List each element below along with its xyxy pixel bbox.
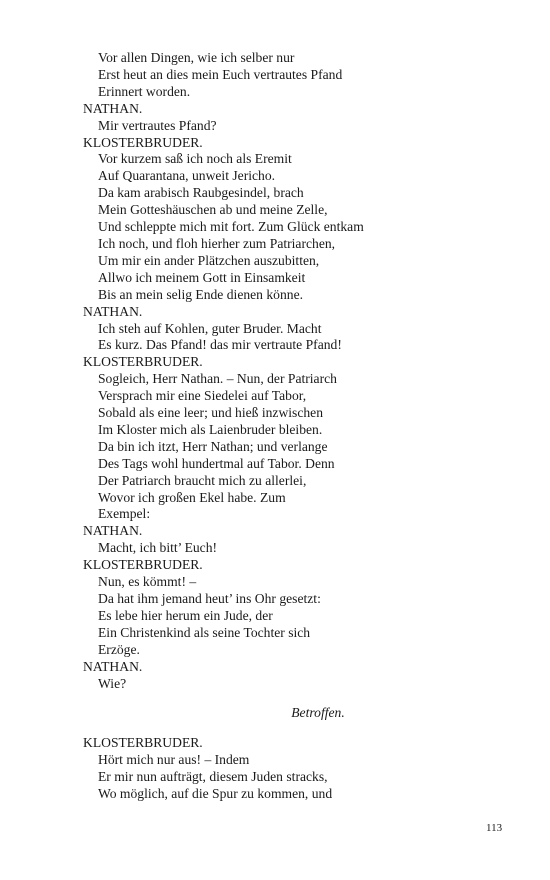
verse-line: Hört mich nur aus! – Indem bbox=[98, 752, 250, 768]
verse-line: Versprach mir eine Siedelei auf Tabor, bbox=[98, 388, 307, 404]
verse-line: Er mir nun aufträgt, diesem Juden stracks, bbox=[98, 769, 328, 785]
speaker-name: NATHAN. bbox=[83, 100, 143, 116]
verse-line: Vor allen Dingen, wie ich selber nur bbox=[98, 50, 295, 65]
verse-line: Bis an mein selig Ende dienen könne. bbox=[98, 286, 303, 302]
play-text bbox=[83, 50, 523, 803]
verse-line: Wovor ich großen Ekel habe. Zum bbox=[98, 489, 286, 505]
verse-line: Es kurz. Das Pfand! das mir vertraute Pfand! bbox=[98, 337, 342, 353]
verse-line: Ein Christenkind als seine Tochter sich bbox=[98, 624, 311, 640]
verse-line: Erinnert worden. bbox=[98, 83, 191, 99]
verse-line: Erzöge. bbox=[98, 641, 140, 657]
verse-line: Exempel: bbox=[98, 506, 151, 522]
verse-line: Allwo ich meinem Gott in Einsamkeit bbox=[98, 269, 306, 285]
verse-line: Es lebe hier herum ein Jude, der bbox=[98, 607, 273, 623]
verse-line: Um mir ein ander Plätzchen auszubitten, bbox=[98, 252, 320, 268]
speaker-name: NATHAN. bbox=[83, 658, 143, 674]
page-number: 113 bbox=[486, 822, 503, 834]
verse-line: Vor kurzem saß ich noch als Eremit bbox=[98, 151, 292, 167]
verse-line: Und schleppte mich mit fort. Zum Glück entkam bbox=[98, 219, 364, 235]
speaker-name: KLOSTERBRUDER. bbox=[83, 735, 203, 751]
verse-line: Ich steh auf Kohlen, guter Bruder. Macht bbox=[98, 320, 322, 336]
speaker-name: NATHAN. bbox=[83, 303, 143, 319]
verse-line: Des Tags wohl hundertmal auf Tabor. Denn bbox=[98, 455, 335, 471]
verse-line: Im Kloster mich als Laienbruder bleiben. bbox=[98, 421, 323, 437]
verse-line: Erst heut an dies mein Euch vertrautes Pfand bbox=[98, 66, 343, 82]
verse-line: Da bin ich itzt, Herr Nathan; und verlange bbox=[98, 438, 328, 454]
speaker-name: KLOSTERBRUDER. bbox=[83, 134, 203, 150]
verse-line: Auf Quarantana, unweit Jericho. bbox=[98, 168, 276, 184]
speaker-name: KLOSTERBRUDER. bbox=[83, 557, 203, 573]
verse-line: Der Patriarch braucht mich zu allerlei, bbox=[98, 472, 307, 488]
verse-line: Da kam arabisch Raubgesindel, brach bbox=[98, 185, 304, 201]
speaker-name: NATHAN. bbox=[83, 523, 143, 539]
verse-line: Macht, ich bitt’ Euch! bbox=[98, 540, 218, 556]
verse-line: Mir vertrautes Pfand? bbox=[98, 117, 217, 133]
verse-line: Wie? bbox=[98, 675, 127, 691]
verse-line: Nun, es kömmt! – bbox=[98, 574, 197, 590]
verse-line: Mein Gotteshäuschen ab und meine Zelle, bbox=[98, 202, 328, 218]
verse-line: Wo möglich, auf die Spur zu kommen, und bbox=[98, 786, 333, 802]
stage-direction: Betroffen. bbox=[291, 705, 345, 721]
verse-line: Sogleich, Herr Nathan. – Nun, der Patriarch bbox=[98, 371, 337, 387]
speaker-name: KLOSTERBRUDER. bbox=[83, 354, 203, 370]
verse-line: Sobald als eine leer; und hieß inzwischen bbox=[98, 405, 323, 421]
verse-line: Da hat ihm jemand heut’ ins Ohr gesetzt: bbox=[98, 591, 321, 606]
verse-line: Ich noch, und floh hierher zum Patriarchen, bbox=[98, 235, 336, 251]
